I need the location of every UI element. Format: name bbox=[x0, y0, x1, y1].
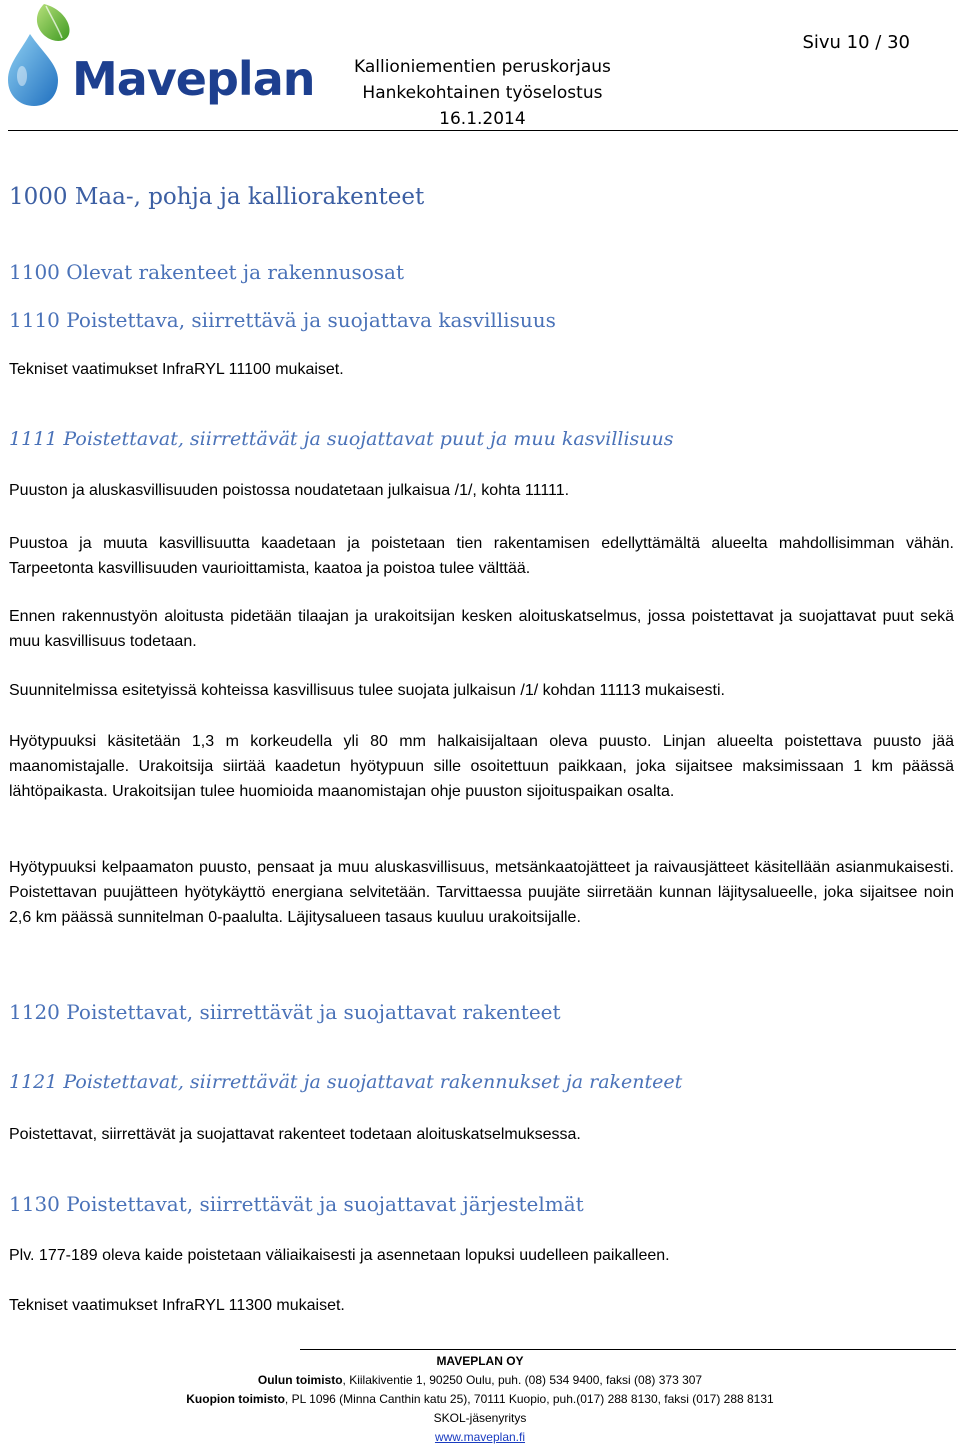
page-header bbox=[0, 0, 960, 135]
paragraph-1111-a: Puuston ja aluskasvillisuuden poistossa noudatetaan julkaisua /1/, kohta 11111. bbox=[9, 482, 570, 499]
oulu-office-label: Oulun toimisto bbox=[257, 1373, 343, 1387]
heading-1100: 1100 Olevat rakenteet ja rakennusosat bbox=[9, 260, 405, 284]
page-number: Sivu 10 / 30 bbox=[802, 32, 910, 53]
paragraph-1110: Tekniset vaatimukset InfraRYL 11100 mukaiset. bbox=[9, 361, 344, 378]
paragraph-1130-a: Plv. 177-189 oleva kaide poistetaan väliaikaisesti ja asennetaan lopuksi uudelleen paikalleen. bbox=[9, 1247, 670, 1264]
company-name: MAVEPLAN OY bbox=[436, 1354, 524, 1368]
paragraph-1111-b: Puustoa ja muuta kasvillisuutta kaadetaan ja poistetaan tien rakentamisen edellyttämältä alueelta mahdollisimman vähän. Tarpeetonta kasvillisuuden vaurioittamista, kaatoa ja poistoa tulee välttää. bbox=[9, 535, 954, 577]
header-divider bbox=[8, 130, 958, 131]
oulu-office bbox=[0, 1371, 960, 1390]
paragraph-1130-b: Tekniset vaatimukset InfraRYL 11300 mukaiset. bbox=[9, 1297, 345, 1314]
heading-1000: 1000 Maa-, pohja ja kalliorakenteet bbox=[9, 184, 425, 210]
heading-1121: 1121 Poistettavat, siirrettävät ja suojattavat rakennukset ja rakenteet bbox=[9, 1071, 683, 1093]
heading-1111: 1111 Poistettavat, siirrettävät ja suojattavat puut ja muu kasvillisuus bbox=[9, 428, 674, 450]
kuopio-office bbox=[0, 1390, 960, 1409]
document-date: 16.1.2014 bbox=[439, 109, 526, 129]
page-footer bbox=[0, 1352, 960, 1447]
heading-1110: 1110 Poistettava, siirrettävä ja suojattava kasvillisuus bbox=[9, 308, 556, 332]
kuopio-office-details: , PL 1096 (Minna Canthin katu 25), 70111 Kuopio, puh.(017) 288 8130, faksi (017) 288 8131 bbox=[284, 1392, 774, 1406]
logo-wordmark: Maveplan bbox=[72, 52, 315, 106]
project-title: Kallioniementien peruskorjaus bbox=[354, 57, 611, 77]
website-link[interactable]: www.maveplan.fi bbox=[434, 1430, 526, 1444]
maveplan-logo bbox=[6, 2, 336, 112]
kuopio-office-label: Kuopion toimisto bbox=[186, 1392, 285, 1406]
membership-note: SKOL-jäsenyritys bbox=[433, 1411, 527, 1425]
document-info bbox=[354, 54, 611, 132]
heading-1120: 1120 Poistettavat, siirrettävät ja suojattavat rakenteet bbox=[9, 1000, 561, 1024]
paragraph-1111-c: Ennen rakennustyön aloitusta pidetään tilaajan ja urakoitsijan kesken aloituskatselmus, jossa poistettavat ja suojattavat puut sekä muu kasvillisuus todetaan. bbox=[9, 608, 954, 650]
paragraph-1121: Poistettavat, siirrettävät ja suojattavat rakenteet todetaan aloituskatselmuksessa. bbox=[9, 1126, 581, 1143]
heading-1130: 1130 Poistettavat, siirrettävät ja suojattavat järjestelmät bbox=[9, 1192, 584, 1216]
footer-divider bbox=[300, 1349, 956, 1350]
paragraph-1111-e: Hyötypuuksi käsitetään 1,3 m korkeudella yli 80 mm halkaisijaltaan oleva puusto. Linjan alueelta poistettava puusto jää maanomistajalle. Urakoitsija siirtää kaadetun hyötypuun sille osoitettuun paikkaan, joka sijaitsee maksimissaan 1 km päässä lähtöpaikasta. Urakoitsijan tulee huomioida maanomistajan ohje puuston sijoituspaikan osalta. bbox=[9, 733, 954, 800]
paragraph-1111-f: Hyötypuuksi kelpaamaton puusto, pensaat ja muu aluskasvillisuus, metsänkaatojätteet ja raivausjätteet käsitellään asianmukaisesti. Poistettavan puujätteen hyötykäyttö energiana selvitetään. Tarvittaessa puujäte siirretään kunnan läjitysalueelle, joka sijaitsee noin 2,6 km päässä sunnitelman 0-paalulta. Läjitysalueen tasaus kuuluu urakoitsijalle. bbox=[9, 859, 954, 926]
paragraph-1111-d: Suunnitelmissa esitetyissä kohteissa kasvillisuus tulee suojata julkaisun /1/ kohdan 11113 mukaisesti. bbox=[9, 682, 725, 699]
oulu-office-details: , Kiilakiventie 1, 90250 Oulu, puh. (08) 534 9400, faksi (08) 373 307 bbox=[342, 1373, 703, 1387]
document-type: Hankekohtainen työselostus bbox=[362, 83, 603, 103]
